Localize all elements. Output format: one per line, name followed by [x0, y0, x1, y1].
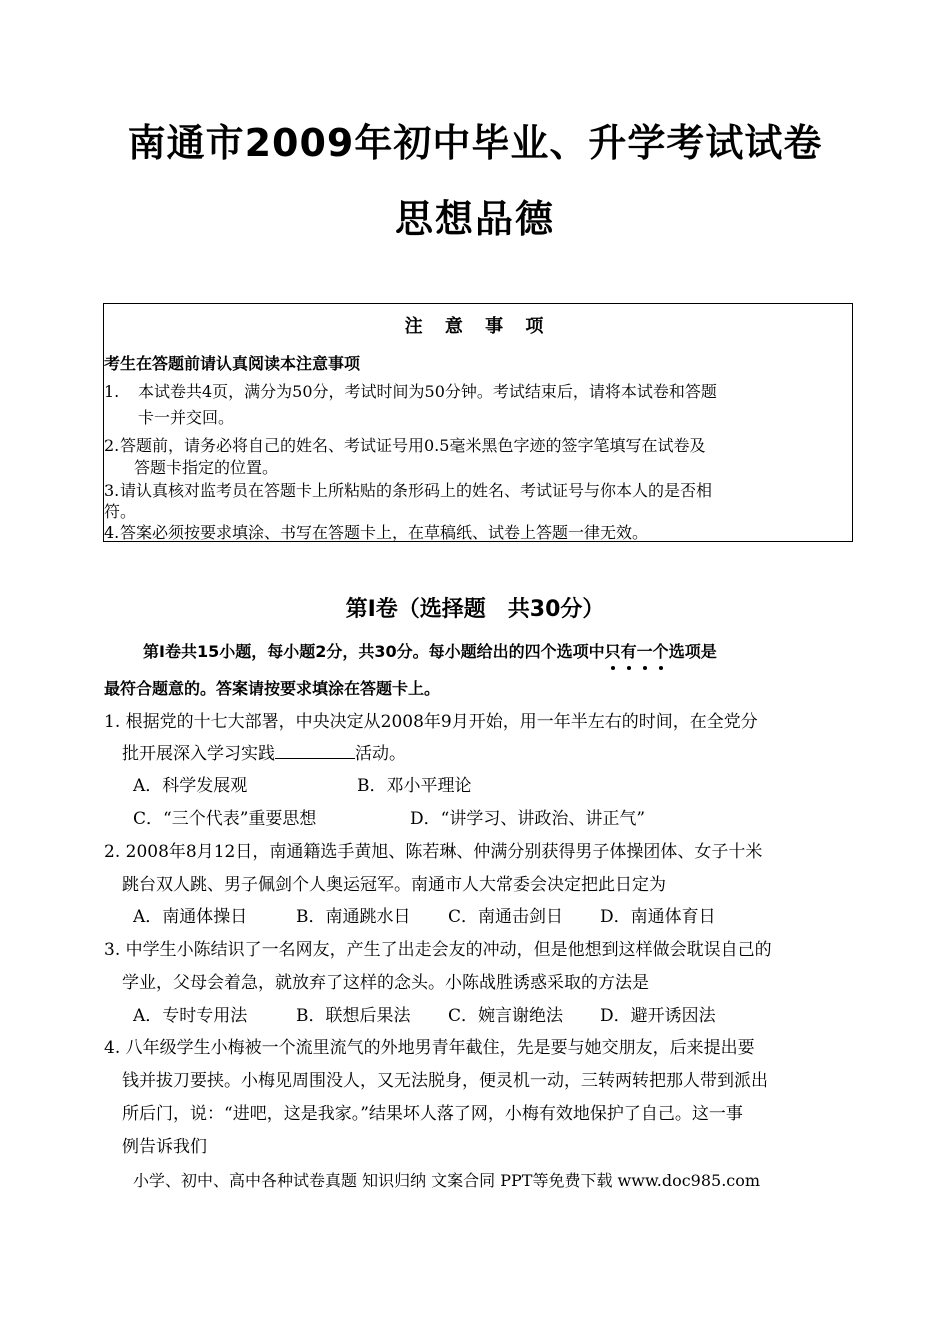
emphasis-char: 一	[636, 642, 653, 661]
notice-box	[103, 303, 853, 542]
notice-item-line: 本试卷共4页，满分为50分，考试时间为50分钟。考试结束后，请将本试卷和答题	[138, 382, 717, 401]
question-1-option-d: D．“讲学习、讲政治、讲正气”	[410, 809, 646, 829]
question-1-stem-line2	[122, 739, 406, 764]
notice-subheading: 考生在答题前请认真阅读本注意事项	[104, 354, 361, 373]
question-3-option-c: C．婉言谢绝法	[448, 1006, 564, 1026]
emphasis-char: 只	[604, 642, 621, 661]
question-1-option-a: A．科学发展观	[133, 776, 248, 796]
question-text: 批开展深入学习实践	[122, 744, 275, 764]
notice-item-line: 卡一并交回。	[138, 408, 235, 427]
question-4-stem-line3: 所后门，说：“进吧，这是我家。”结果坏人落了网，小梅有效地保护了自己。这一事	[122, 1104, 743, 1124]
answer-blank	[275, 742, 355, 759]
notice-item-line: 请认真核对监考员在答题卡上所粘贴的条形码上的姓名、考试证号与你本人的是否相	[120, 481, 713, 500]
section-heading: 第Ⅰ卷（选择题 共30分）	[345, 597, 605, 622]
question-2-option-b: B．南通跳水日	[296, 907, 411, 927]
question-4-stem: 4. 八年级学生小梅被一个流里流气的外地男青年截住，先是要与她交朋友，后来提出要	[104, 1038, 755, 1058]
question-2-stem-line2: 跳台双人跳、男子佩剑个人奥运冠军。南通市人大常委会决定把此日定为	[122, 875, 666, 895]
notice-item-line: 答题前，请务必将自己的姓名、考试证号用0.5毫米黑色字迹的签字笔填写在试卷及	[120, 436, 706, 455]
notice-item-line: 答案必须按要求填涂、书写在答题卡上，在草稿纸、试卷上答题一律无效。	[120, 523, 649, 542]
question-1-stem: 1. 根据党的十七大部署，中央决定从2008年9月开始，用一年半左右的时间，在全党分	[104, 712, 758, 732]
question-3-option-d: D．避开诱因法	[600, 1006, 716, 1026]
exam-title: 南通市2009年初中毕业、升学考试试卷	[127, 121, 823, 165]
emphasis-char: 个	[652, 642, 669, 661]
question-2-option-a: A．南通体操日	[133, 907, 248, 927]
notice-heading: 注 意 事 项	[404, 316, 552, 337]
question-4-stem-line2: 钱并拔刀要挟。小梅见周围没人，又无法脱身，便灵机一动，三转两转把那人带到派出	[122, 1071, 768, 1091]
emphasis-char: 有	[620, 642, 637, 661]
notice-item-number: 3.	[104, 481, 120, 500]
question-text: 活动。	[355, 744, 406, 764]
question-2-option-c: C．南通击剑日	[448, 907, 564, 927]
question-2-option-d: D．南通体育日	[600, 907, 716, 927]
intro-text: 选项是	[668, 642, 717, 661]
notice-item-line: 符。	[104, 502, 137, 521]
subject-title: 思想品德	[394, 197, 555, 241]
question-2-stem: 2. 2008年8月12日，南通籍选手黄旭、陈若琳、仲满分别获得男子体操团体、女子十米	[104, 842, 763, 862]
notice-item-number: 4.	[104, 523, 120, 542]
notice-item-number: 2.	[104, 436, 120, 455]
question-1-option-c: C．“三个代表”重要思想	[133, 809, 317, 829]
footer-text: 小学、初中、高中各种试卷真题 知识归纳 文案合同 PPT等免费下载 www.doc985.com	[133, 1171, 761, 1190]
question-3-stem-line2: 学业，父母会着急，就放弃了这样的念头。小陈战胜诱惑采取的方法是	[122, 973, 649, 993]
question-3-option-a: A．专时专用法	[133, 1006, 248, 1026]
question-1-option-b: B．邓小平理论	[357, 776, 472, 796]
question-4-stem-line4: 例告诉我们	[122, 1137, 207, 1157]
notice-item-number: 1.	[104, 382, 120, 401]
intro-text: 第Ⅰ卷共15小题，每小题2分，共30分。每小题给出的四个选项中	[143, 642, 605, 661]
question-3-option-b: B．联想后果法	[296, 1006, 411, 1026]
section-intro-line2: 最符合题意的。答案请按要求填涂在答题卡上。	[104, 679, 441, 698]
notice-item-line: 答题卡指定的位置。	[134, 458, 279, 477]
section-intro	[143, 639, 717, 662]
question-3-stem: 3. 中学生小陈结识了一名网友，产生了出走会友的冲动，但是他想到这样做会耽误自己的	[104, 940, 772, 960]
